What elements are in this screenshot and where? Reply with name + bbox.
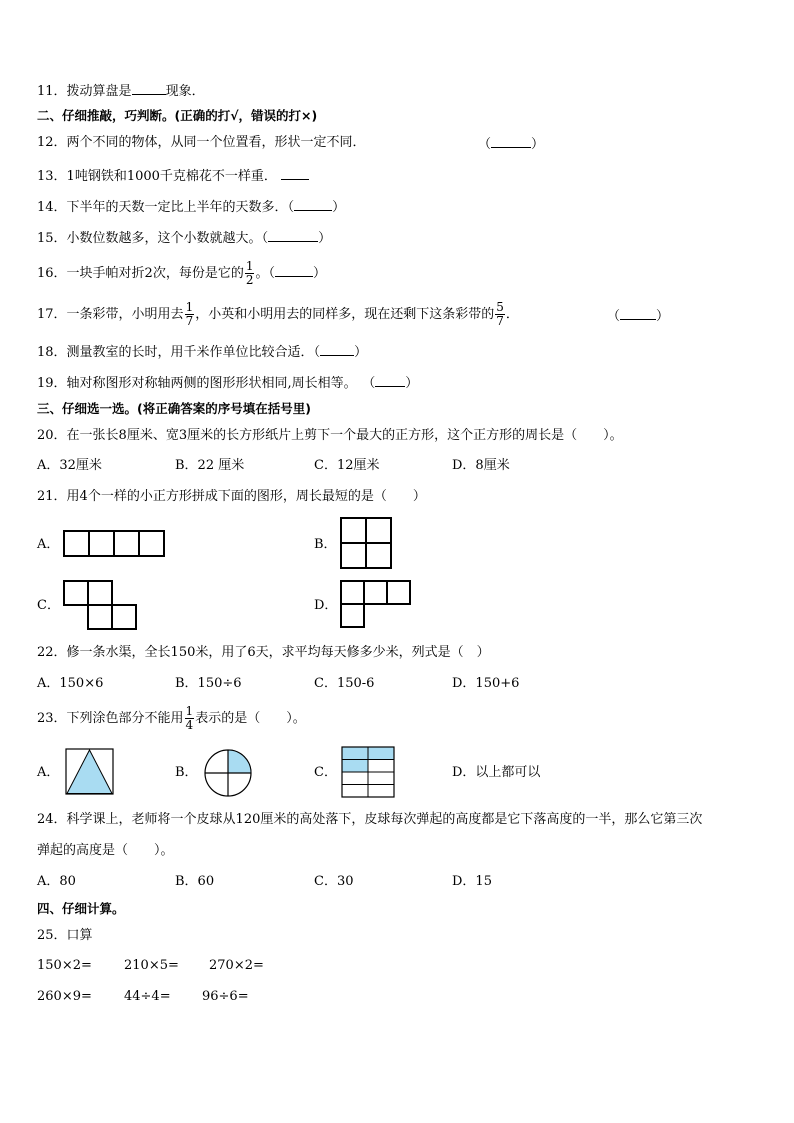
q19-text: 轴对称图形对称轴两侧的图形形状相同,周长相等。 [66,376,357,391]
q23-stem-after: 表示的是（ ）。 [195,711,306,726]
question-19 [37,374,418,392]
q23-fraction-denominator: 4 [185,718,194,732]
q22-option-c[interactable]: C．150-6 [314,676,375,691]
q16-text-after: 。 [255,266,269,281]
q21-label-b[interactable]: B． [314,537,337,552]
q17-fraction-1-denominator: 7 [185,314,194,328]
q23-figure-c [341,746,395,798]
q22-option-b[interactable]: B．150÷6 [175,676,242,691]
q21-label-c[interactable]: C． [37,598,60,613]
q11-answer-blank[interactable] [132,82,166,95]
q14-paren-right: ） [332,200,346,215]
q17-paren-right: ） [656,309,670,324]
q19-paren-right: ） [405,376,419,391]
q17-answer[interactable] [607,307,669,325]
q21-label-a[interactable]: A． [37,537,60,552]
q15-paren-right: ） [318,231,332,246]
q21-figure-b [340,517,390,567]
q21-figure-a [63,530,163,555]
q21-label-d[interactable]: D． [314,598,338,613]
q25-item-5[interactable]: 44÷4= [124,989,171,1004]
q16-fraction-numerator: 1 [245,259,254,273]
q13-text: 1吨钢铁和1000千克棉花不一样重． [66,169,277,184]
section-4-heading: 四、仔细计算。 [37,901,125,916]
q17-fraction-1-numerator: 1 [185,300,194,314]
q12-answer-blank[interactable] [491,135,531,148]
q22-option-a[interactable]: A．150×6 [37,676,104,691]
q12-paren-right: ） [531,137,545,152]
q17-text-b: ，小英和小明用去的同样多，现在还剩下这条彩带的 [195,307,495,322]
q21-stem: 21．用4个一样的小正方形拼成下面的图形，周长最短的是（ ） [37,489,426,504]
q22-option-d[interactable]: D．150+6 [452,676,520,691]
q11-text-before: 拨动算盘是 [66,84,132,99]
q11-number: 11． [37,84,67,99]
question-14 [37,198,345,216]
q23-figure-b [203,748,253,798]
q13-number: 13． [37,169,67,184]
q11-text-after: 现象． [165,84,205,99]
q25-title: 25．口算 [37,928,93,943]
q14-paren-left: （ [287,200,295,215]
q17-paren-left: （ [607,309,621,324]
q12-answer[interactable] [478,135,544,153]
q16-number: 16． [37,266,67,281]
q24-stem-line-1: 24．科学课上，老师将一个皮球从120厘米的高处落下，皮球每次弹起的高度都是它下落高度的一半，那么它第三次 [37,812,703,827]
q20-option-b[interactable]: B．22 厘米 [175,458,245,473]
q24-stem-line-2: 弹起的高度是（ ）。 [37,843,174,858]
q15-number: 15． [37,231,67,246]
q16-fraction [245,260,255,287]
q15-text: 小数位数越多，这个小数就越大。 [66,231,262,246]
q25-item-2[interactable]: 210×5= [124,958,179,973]
q16-paren-left: （ [268,266,275,281]
q13-answer-blank[interactable] [281,167,309,180]
q18-number: 18． [37,345,67,360]
question-16 [37,260,326,288]
q23-label-a[interactable]: A． [37,765,60,780]
q12-paren-left: （ [478,137,492,152]
q17-fraction-2 [495,301,505,328]
q23-stem-before: 23．下列涂色部分不能用 [37,711,184,726]
q24-option-d[interactable]: D．15 [452,874,492,889]
q23-option-d[interactable]: D．以上都可以 [452,765,541,780]
section-3-heading: 三、仔细选一选。(将正确答案的序号填在括号里) [37,401,311,416]
q17-text-a: 一条彩带，小明用去 [66,307,184,322]
q17-fraction-1 [185,301,195,328]
q18-paren-right: ） [354,345,368,360]
question-18 [37,343,367,361]
q17-text-c: ． [505,307,519,322]
q24-option-c[interactable]: C．30 [314,874,354,889]
q24-option-a[interactable]: A．80 [37,874,76,889]
q18-text: 测量教室的长时，用千米作单位比较合适． [66,345,314,360]
q14-text: 下半年的天数一定比上半年的天数多． [66,200,288,215]
q25-item-3[interactable]: 270×2= [209,958,264,973]
q16-fraction-denominator: 2 [245,273,254,287]
question-12 [37,135,366,151]
q23-fraction-numerator: 1 [185,704,194,718]
q23-fraction [185,705,195,732]
q14-answer-blank[interactable] [294,198,332,211]
q23-figure-a [65,748,115,796]
q17-fraction-2-numerator: 5 [496,300,504,314]
q25-item-1[interactable]: 150×2= [37,958,92,973]
q25-item-6[interactable]: 96÷6= [202,989,249,1004]
q17-fraction-2-denominator: 7 [496,314,504,328]
q16-answer-blank[interactable] [275,264,313,277]
question-11 [37,82,205,100]
q18-answer-blank[interactable] [320,343,354,356]
q19-paren-left: （ [368,376,376,391]
question-15 [37,229,331,247]
q16-text-before: 一块手帕对折2次，每份是它的 [66,266,244,281]
q18-paren-left: （ [313,345,321,360]
q25-item-4[interactable]: 260×9= [37,989,92,1004]
q20-option-c[interactable]: C．12厘米 [314,458,380,473]
q20-option-a[interactable]: A．32厘米 [37,458,102,473]
q22-stem: 22．修一条水渠，全长150米，用了6天，求平均每天修多少米，列式是（ ） [37,645,490,660]
q12-number: 12． [37,135,67,150]
q23-label-b[interactable]: B． [175,765,198,780]
q15-paren-left: （ [261,231,269,246]
q20-option-d[interactable]: D．8厘米 [452,458,510,473]
q15-answer-blank[interactable] [268,229,318,242]
q17-answer-blank[interactable] [620,307,656,320]
q19-number: 19． [37,376,67,391]
q16-paren-right: ） [313,266,327,281]
q17-number: 17． [37,307,67,322]
q23-stem [37,704,306,734]
question-17 [37,300,519,330]
q20-stem: 20．在一张长8厘米、宽3厘米的长方形纸片上剪下一个最大的正方形，这个正方形的周长是（ ）。 [37,428,623,443]
q19-answer-blank[interactable] [375,374,405,387]
section-2-heading: 二、仔细推敲，巧判断。(正确的打√，错误的打×) [37,108,318,123]
q14-number: 14． [37,200,67,215]
q12-text: 两个不同的物体，从同一个位置看，形状一定不同． [66,135,366,150]
question-13 [37,167,309,185]
q21-figure-d [340,580,409,626]
q24-option-b[interactable]: B．60 [175,874,215,889]
q23-label-c[interactable]: C． [314,765,337,780]
q21-figure-c [63,580,135,628]
